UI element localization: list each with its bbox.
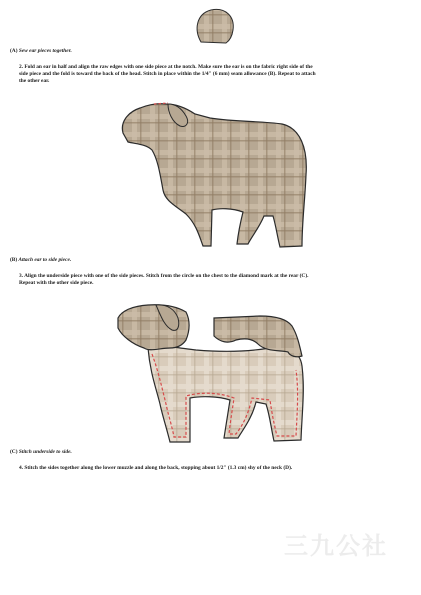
step-4-line-1: 4. Stitch the sides together along the lower muzzle and along the back, stopping about 1/2" (1.3 cm) shy of the neck (D). (19, 465, 293, 471)
caption-a-text: Sew ear pieces together. (18, 48, 72, 54)
caption-c-label: (C) (10, 449, 18, 455)
underside-piece (148, 346, 303, 442)
step-3-line-1: 3. Align the underside piece with one of the side pieces. Stitch from the circle on the chest to the diamond mark at the rear (C). (19, 273, 309, 279)
step-4-text (19, 465, 414, 472)
caption-b-label: (B) (10, 257, 18, 263)
caption-c (10, 449, 72, 456)
step-2-line-1: 2. Fold an ear in half and align the raw edges with one side piece at the notch. Make sure the ear is on the fabric right side of the (19, 64, 313, 70)
caption-b-text: Attach ear to side piece. (18, 257, 72, 263)
step-2-line-3: the other ear. (19, 78, 50, 85)
caption-c-text: Stitch underside to side. (18, 449, 72, 455)
step-2-line-2: side piece and the fold is toward the back of the head. Stitch in place within the 1/4" (6 mm) seam allowance (B). Repeat to attach (19, 71, 316, 78)
caption-a-label: (A) (10, 48, 18, 54)
step-3-line-2: Repeat with the other side piece. (19, 280, 94, 287)
watermark: 三九公社 (284, 532, 388, 560)
